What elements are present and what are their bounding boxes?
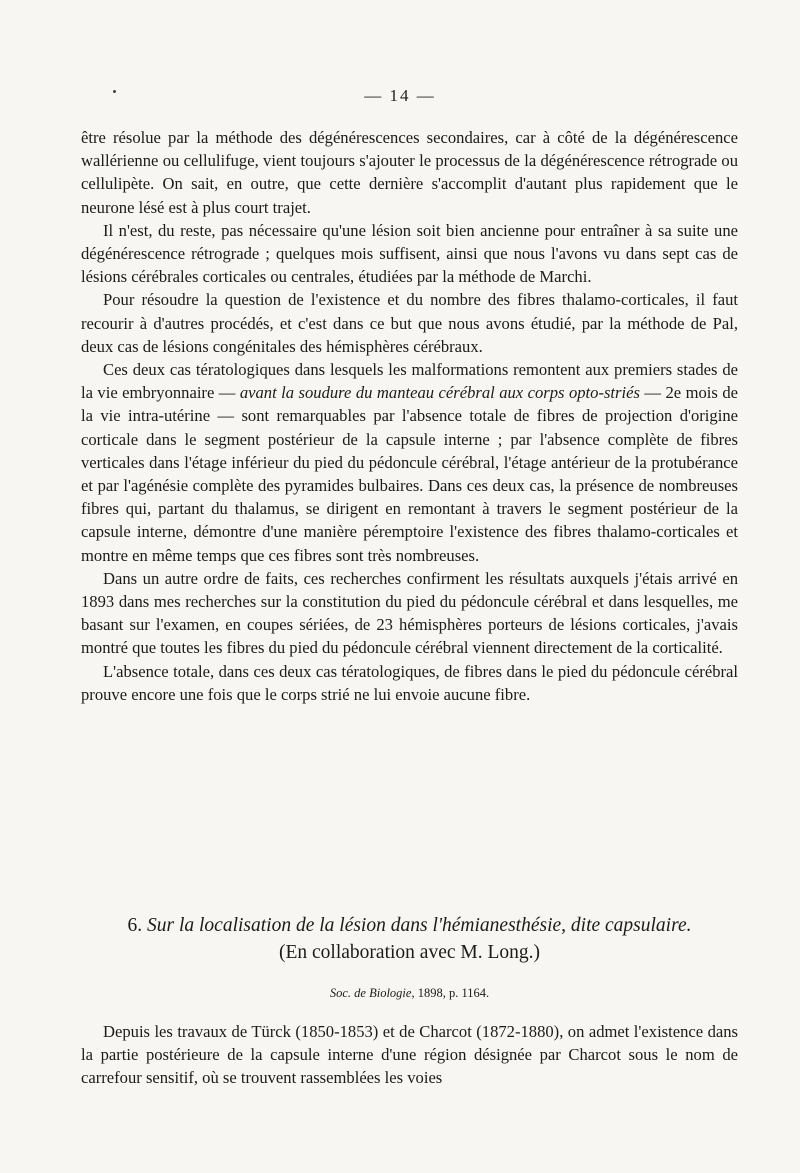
paragraph-2: Il n'est, du reste, pas nécessaire qu'une lésion soit bien ancienne pour entraîner à sa suite une dégénérescence rétrograde ; quelques mois suffisent, ainsi que nous l'avons vu dans sept cas de lésions cérébrales corticales ou centrales, étudiées par la méthode de Marchi. — [81, 220, 738, 287]
paragraph-5: Dans un autre ordre de faits, ces recherches confirment les résultats auxquels j'étais arrivé en 1893 dans mes recherches sur la constitution du pied du pédoncule cérébral et dans lesquelles, me basant sur l'examen, en coupes sériées, de 23 hémisphères porteurs de lésions corticales, j'avais montré que toutes les fibres du pied du pédoncule cérébral viennent directement de la corticalité. — [81, 568, 738, 658]
section-heading — [81, 913, 738, 967]
paragraph-4-italic: avant la soudure du manteau cérébral aux corps opto-striés — [239, 383, 640, 403]
section-subtitle: (En collaboration avec M. Long.) — [279, 942, 540, 963]
paragraph-1: être résolue par la méthode des dégénérescences secondaires, car à côté de la dégénérescence wallérienne ou cellulifuge, vient toujours s'ajouter le processus de la dégénérescence rétrograde ou cellulipète. On sait, en outre, que cette dernière s'accomplit d'autant plus rapidement que le neurone lésé est à plus court trajet. — [81, 128, 738, 217]
paragraph-4-start: Ces deux cas tératologiques dans lesquels les malformations remontent aux premiers stades de la vie embryonnaire — — [81, 360, 738, 403]
paragraph-6: L'absence totale, dans ces deux cas tératologiques, de fibres dans le pied du pédoncule cérébral prouve encore une fois que le corps strié ne lui envoie aucune fibre. — [81, 661, 738, 704]
section-title: Sur la localisation de la lésion dans l'hémianesthésie, dite capsulaire. — [146, 915, 692, 936]
section-text — [81, 1020, 738, 1090]
section-number: 6. — [127, 915, 143, 936]
paragraph-3: Pour résoudre la question de l'existence et du nombre des fibres thalamo-corticales, il faut recourir à d'autres procédés, et c'est dans ce but que nous avons étudié, par la méthode de Pal, deux cas de lésions congénitales des hémisphères cérébraux. — [81, 290, 738, 356]
main-text — [81, 126, 738, 706]
reference-journal: Soc. de Biologie — [329, 986, 412, 1000]
page-number: — 14 — — [364, 86, 436, 105]
reference-details: , 1898, p. 1164. — [411, 986, 490, 1000]
paragraph-4-end: — 2e mois de la vie intra-utérine — sont remarquables par l'absence totale de fibres de projection d'origine corticale dans le segment postérieur de la capsule interne ; par l'absence complète de fibres verticales dans l'étage inférieur du pied du pédoncule cérébral, l'étage antérieur de la protubérance et par l'agénésie complète des pyramides bulbaires. Dans ces deux cas, la présence de nombreuses fibres qui, partant du thalamus, se dirigent en remontant à travers le segment postérieur de la capsule interne, démontre d'une manière péremptoire l'existence des fibres thalamo-corticales et montre en même temps que ces fibres sont très nombreuses. — [81, 383, 738, 565]
paragraph-7: Depuis les travaux de Türck (1850-1853) et de Charcot (1872-1880), on admet l'existence dans la partie postérieure de la capsule interne d'une région désignée par Charcot sous le nom de carrefour sensitif, où se trouvent rassemblées les voies — [81, 1022, 738, 1088]
publication-reference — [81, 986, 738, 1001]
paragraph-4 — [81, 358, 738, 567]
